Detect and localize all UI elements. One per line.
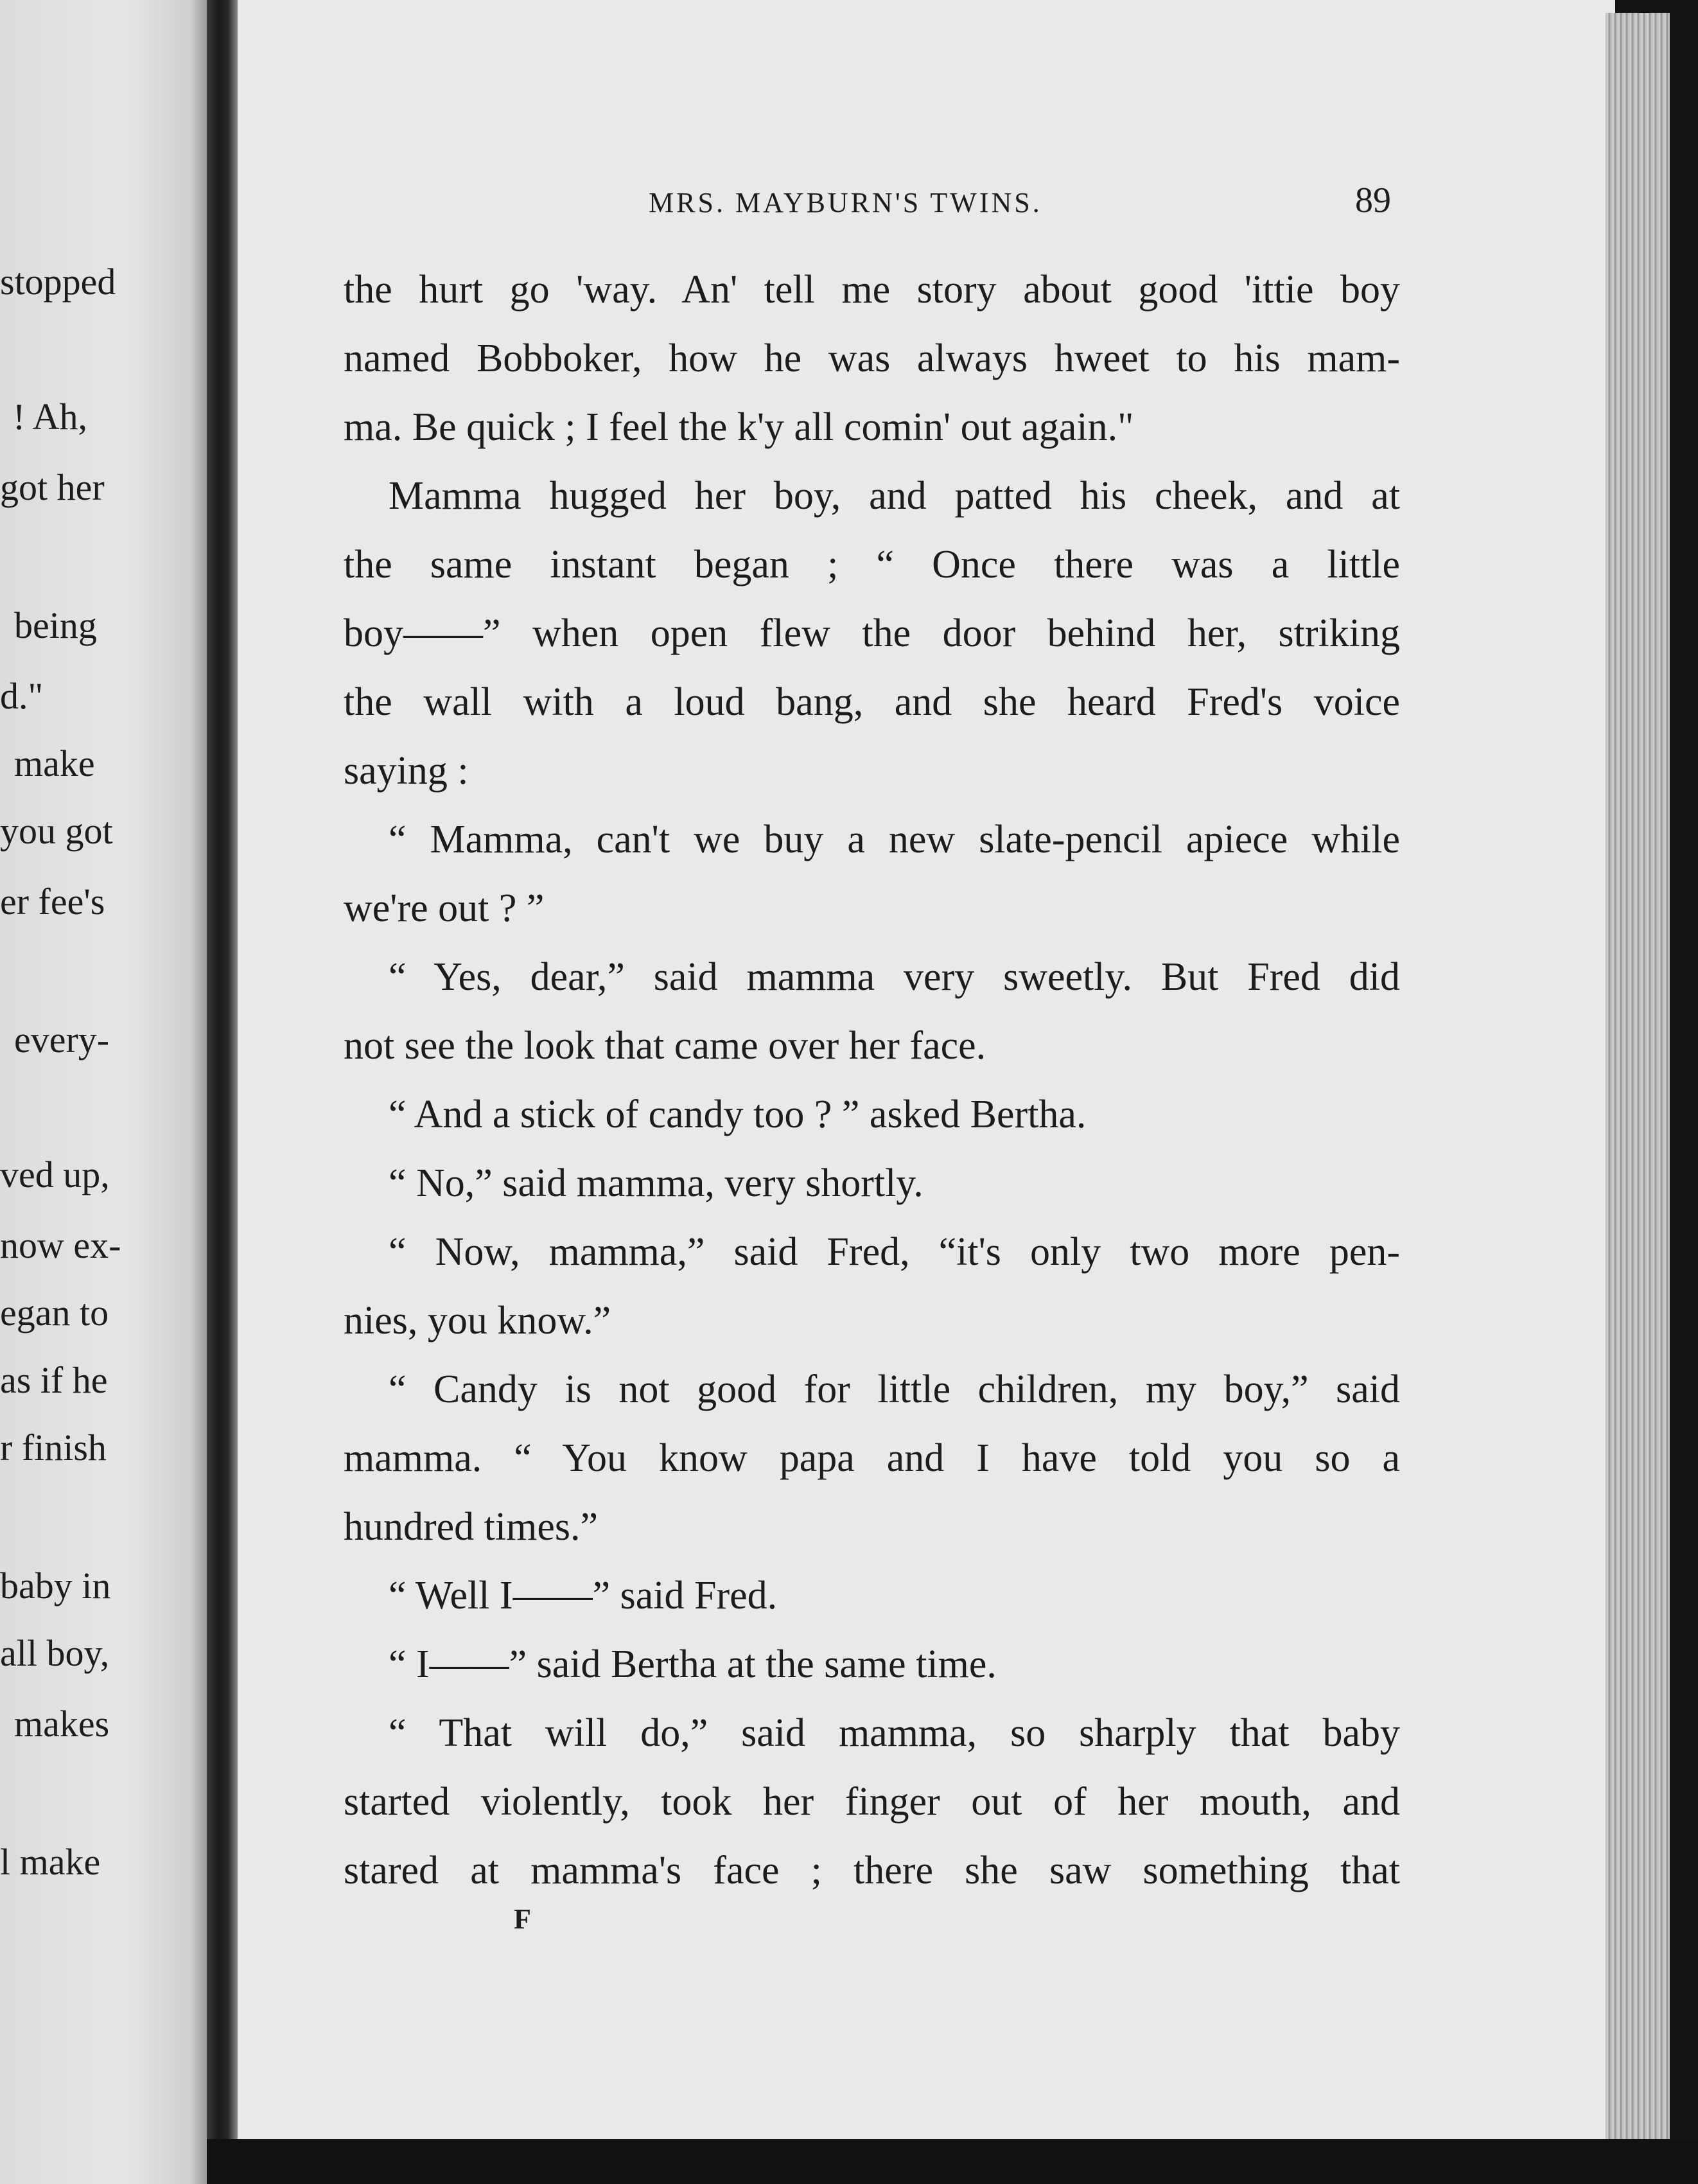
text-line: Mamma hugged her boy, and patted his cheek, and at [389, 474, 1400, 518]
left-page-text: as if he [0, 1359, 108, 1401]
text-line: “ Mamma, can't we buy a new slate-pencil apiece while [389, 818, 1400, 861]
left-page-text: got her [0, 466, 105, 508]
left-page-text: er fee's [0, 881, 105, 922]
text-line: we're out ? ” [344, 886, 545, 930]
left-page-text: ! Ah, [13, 396, 87, 437]
text-line: “ No,” said mamma, very shortly. [389, 1161, 923, 1205]
left-page-text: now ex- [0, 1224, 121, 1266]
left-page-text: being [14, 604, 97, 646]
text-line: mamma. “ You know papa and I have told you so a [344, 1436, 1400, 1480]
text-line: “ Yes, dear,” said mamma very sweetly. But Fred did [389, 955, 1400, 999]
running-head: MRS. MAYBURN'S TWINS. [649, 187, 1042, 218]
left-page-text: egan to [0, 1292, 109, 1334]
text-line: boy——” when open flew the door behind her, striking [344, 612, 1400, 655]
left-page-text: make [14, 743, 95, 784]
text-line: the wall with a loud bang, and she heard Fred's voice [344, 680, 1400, 724]
left-page-text: all boy, [0, 1632, 110, 1674]
left-page-fragment [0, 0, 207, 2184]
bottom-shadow [207, 2139, 1698, 2184]
text-line: “ And a stick of candy too ? ” asked Bertha. [389, 1093, 1087, 1136]
text-line: the hurt go 'way. An' tell me story about good 'ittie boy [344, 268, 1400, 312]
text-line: stared at mamma's face ; there she saw something that [344, 1849, 1400, 1892]
left-page-text: stopped [0, 261, 116, 303]
book-gutter [207, 0, 238, 2184]
left-page-text: you got [0, 810, 113, 852]
page-edges [1606, 13, 1670, 2152]
signature-mark: F [514, 1903, 531, 1935]
text-line: “ Well I——” said Fred. [389, 1574, 778, 1617]
text-line: hundred times.” [344, 1505, 599, 1549]
text-line: named Bobboker, how he was always hweet to his mam- [344, 337, 1400, 380]
left-page-text: r finish [0, 1427, 107, 1468]
text-line: ma. Be quick ; I feel the k'y all comin' out again." [344, 405, 1134, 449]
text-line: started violently, took her finger out of her mouth, and [344, 1780, 1400, 1824]
text-line: “ Now, mamma,” said Fred, “it's only two more pen- [389, 1230, 1400, 1274]
left-page-text: makes [14, 1703, 110, 1745]
left-page-text: l make [0, 1841, 101, 1883]
text-line: saying : [344, 749, 469, 793]
page-number: 89 [1355, 181, 1391, 220]
left-page-text: d." [0, 675, 44, 717]
text-line: not see the look that came over her face. [344, 1024, 986, 1068]
left-page-text: baby in [0, 1565, 111, 1607]
left-page-text: ved up, [0, 1154, 110, 1195]
left-page-text: every- [14, 1019, 110, 1061]
text-line: the same instant began ; “ Once there was a little [344, 543, 1400, 586]
text-line: “ I——” said Bertha at the same time. [389, 1642, 997, 1686]
text-line: nies, you know.” [344, 1299, 611, 1343]
text-line: “ Candy is not good for little children, my boy,” said [389, 1368, 1400, 1411]
text-line: “ That will do,” said mamma, so sharply that baby [389, 1711, 1400, 1755]
